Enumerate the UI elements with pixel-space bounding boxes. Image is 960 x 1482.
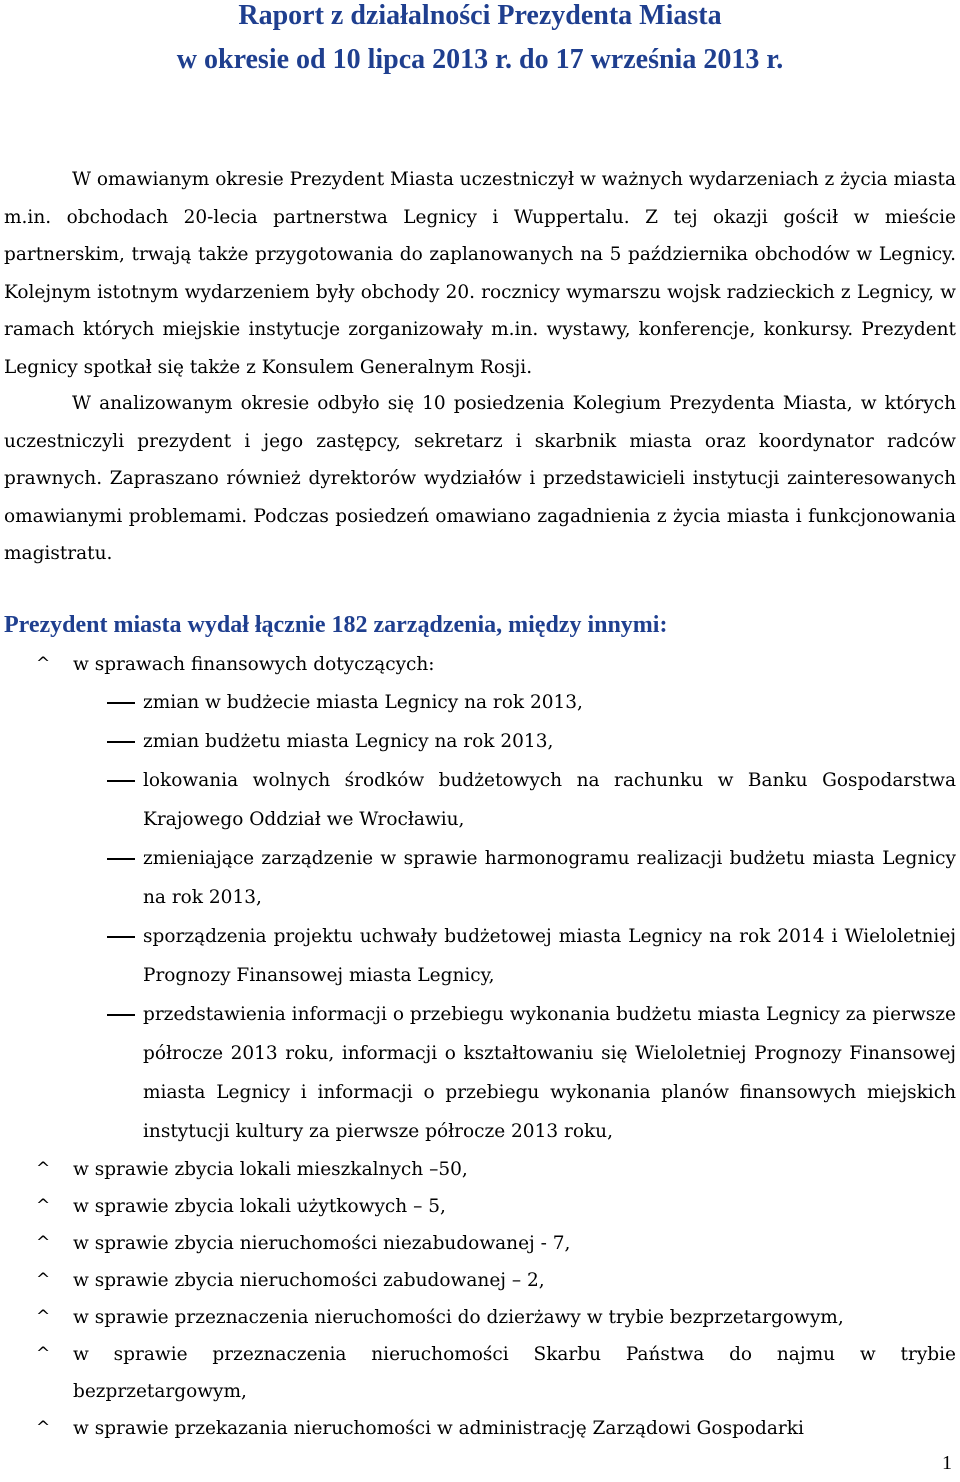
sub-list-item — [143, 995, 956, 1151]
list-item — [0, 1299, 956, 1336]
caret-bullet-icon: ^ — [36, 1233, 51, 1253]
caret-bullet-icon: ^ — [36, 1159, 51, 1179]
decisions-list — [0, 646, 956, 1447]
dash-bullet-icon — [107, 1014, 135, 1016]
caret-bullet-icon: ^ — [36, 1307, 51, 1327]
list-item-text: w sprawach finansowych dotyczących: — [73, 654, 435, 675]
list-item-finance — [0, 646, 956, 1151]
caret-bullet-icon: ^ — [36, 1418, 51, 1438]
sub-list-item-text: zmian budżetu miasta Legnicy na rok 2013, — [143, 731, 554, 752]
report-title-line-1: Raport z działalności Prezydenta Miasta — [238, 0, 722, 31]
list-item-text: w sprawie zbycia nieruchomości zabudowanej – 2, — [73, 1270, 545, 1291]
sub-list-item-text: zmieniające zarządzenie w sprawie harmonogramu realizacji budżetu miasta Legnicy na rok 2013, — [143, 848, 956, 908]
list-item-text: w sprawie przekazania nieruchomości w administrację Zarządowi Gospodarki — [73, 1418, 804, 1439]
page-number: 1 — [942, 1452, 952, 1474]
caret-bullet-icon: ^ — [36, 1270, 51, 1290]
list-item — [0, 1262, 956, 1299]
sub-list-item-text: sporządzenia projektu uchwały budżetowej miasta Legnicy na rok 2014 i Wieloletniej Prognozy Finansowej miasta Legnicy, — [143, 926, 956, 986]
dash-bullet-icon — [107, 741, 135, 743]
sub-list-item — [143, 722, 956, 761]
sub-list-item — [143, 917, 956, 995]
sub-list-item-text: zmian w budżecie miasta Legnicy na rok 2013, — [143, 692, 583, 713]
caret-bullet-icon: ^ — [36, 1196, 51, 1216]
paragraph-college-meetings — [4, 385, 956, 573]
dash-bullet-icon — [107, 780, 135, 782]
caret-bullet-icon: ^ — [36, 1344, 51, 1364]
sub-list-item-text: przedstawienia informacji o przebiegu wykonania budżetu miasta Legnicy za pierwsze półrocze 2013 roku, informacji o kształtowaniu się Wieloletniej Prognozy Finansowej miasta Legnicy i informacji o przebiegu wykonania planów finansowych miejskich instytucji kultury za pierwsze półrocze 2013 roku, — [143, 1004, 956, 1142]
list-item — [0, 1188, 956, 1225]
paragraph-events-text: W omawianym okresie Prezydent Miasta uczestniczył w ważnych wydarzeniach z życia miasta m.in. obchodach 20-lecia partnerstwa Legnicy i Wuppertalu. Z tej okazji gościł w mieście partnerskim, trwają także przygotowania do zaplanowanych na 5 października obchodów w Legnicy. Kolejnym istotnym wydarzeniem były obchody 20. rocznicy wymarszu wojsk radzieckich z Legnicy, w ramach których miejskie instytucje zorganizowały m.in. wystawy, konferencje, konkursy. Prezydent Legnicy spotkał się także z Konsulem Generalnym Rosji. — [4, 169, 956, 378]
dash-bullet-icon — [107, 858, 135, 860]
list-item-text: w sprawie przeznaczenia nieruchomości Skarbu Państwa do najmu w trybie bezprzetargowym, — [73, 1344, 956, 1402]
list-item — [0, 1336, 956, 1410]
list-item — [0, 1225, 956, 1262]
list-item-text: w sprawie przeznaczenia nieruchomości do dzierżawy w trybie bezprzetargowym, — [73, 1307, 844, 1328]
list-item-text: w sprawie zbycia lokali mieszkalnych –50, — [73, 1159, 468, 1180]
caret-bullet-icon: ^ — [36, 654, 51, 674]
list-item-text: w sprawie zbycia nieruchomości niezabudowanej - 7, — [73, 1233, 571, 1254]
sub-list-item-text: lokowania wolnych środków budżetowych na rachunku w Banku Gospodarstwa Krajowego Oddział we Wrocławiu, — [143, 770, 956, 830]
sub-list-item — [143, 839, 956, 917]
list-item-text: w sprawie zbycia lokali użytkowych – 5, — [73, 1196, 446, 1217]
dash-bullet-icon — [107, 936, 135, 938]
paragraph-events — [4, 161, 956, 386]
dash-bullet-icon — [107, 702, 135, 704]
finance-sub-list — [143, 683, 956, 1151]
sub-list-item — [143, 761, 956, 839]
report-title-line-2: w okresie od 10 lipca 2013 r. do 17 września 2013 r. — [176, 44, 784, 75]
sub-list-item — [143, 683, 956, 722]
list-item — [0, 1151, 956, 1188]
list-item — [0, 1410, 956, 1447]
decisions-heading: Prezydent miasta wydał łącznie 182 zarządzenia, między innymi: — [4, 612, 668, 638]
paragraph-college-meetings-text: W analizowanym okresie odbyło się 10 posiedzenia Kolegium Prezydenta Miasta, w których uczestniczyli prezydent i jego zastępcy, sekretarz i skarbnik miasta oraz koordynator radców prawnych. Zapraszano również dyrektorów wydziałów i przedstawicieli instytucji zainteresowanych omawianymi problemami. Podczas posiedzeń omawiano zagadnienia z życia miasta i funkcjonowania magistratu. — [4, 393, 956, 564]
